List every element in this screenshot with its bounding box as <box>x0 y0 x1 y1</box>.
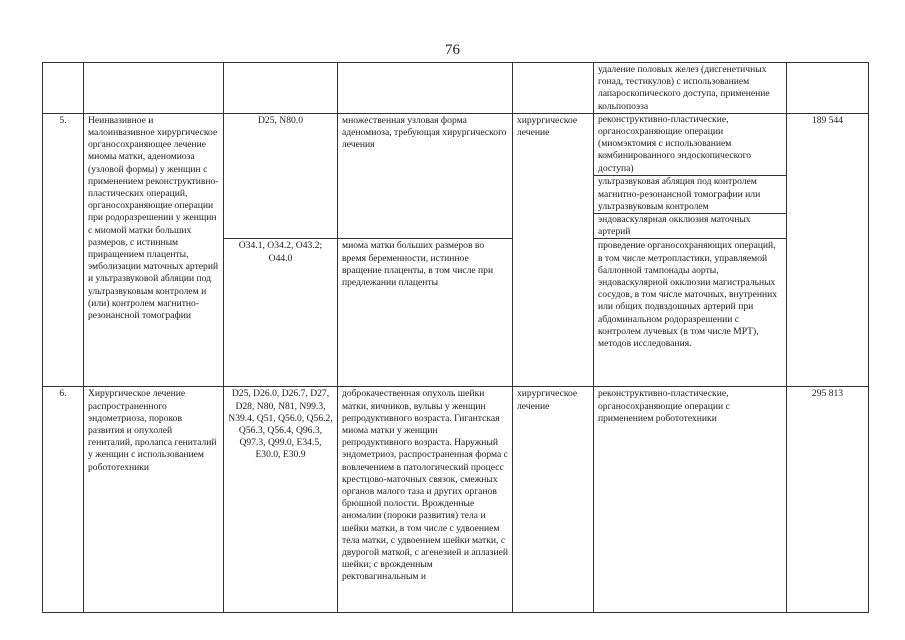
cell-num: 6. <box>43 387 84 613</box>
cell-model: миома матки больших размеров во время беременности, истинное вращение плаценты, в том числе при предлежании плаценты <box>338 239 513 387</box>
cell-name: Неинвазивное и малоинвазивное хирургическое органосохраняющее лечение миомы матки, аденомиоза (узловой формы) у женщин с применением реконструктивно-пластических операций, органосохраняющие операции при родоразрешении у женщин с миомой матки больших размеров, с истинным приращением плаценты, эмболизации маточных артерий и ультразвуковой абляции под ультразвуковым контролем и (или) контролем магнитно-резонансной томографии <box>84 113 224 387</box>
method-text: ультразвуковая абляция под контролем магнитно-резонансной томографии или ультразвуковым контролем <box>594 176 786 214</box>
cell-method: реконструктивно-пластические, органосохраняющие операции с применением робототехники <box>594 387 787 613</box>
cell-method: удаление половых желез (дисгенетичных гонад, тестикулов) с использованием лапароскопического доступа, применение кольпопоэза <box>594 63 787 114</box>
cell-num <box>43 63 84 114</box>
cell-model: множественная узловая форма аденомиоза, требующая хирургического лечения <box>338 113 513 239</box>
cell-num: 5. <box>43 113 84 387</box>
methods-subtable <box>594 114 786 239</box>
cell-name <box>84 63 224 114</box>
cell-name: Хирургическое лечение распространенного эндометриоза, пороков развития и опухолей гениталий, пролапса гениталий у женщин с использованием робототехники <box>84 387 224 613</box>
cell-type <box>513 63 594 114</box>
cell-code: D25, N80.0 <box>224 113 338 239</box>
table-row-6 <box>43 387 869 613</box>
cell-model: доброкачественная опухоль шейки матки, яичников, вульвы у женщин репродуктивного возраста. Гигантская миома матки у женщин репродуктивного возраста. Наружный эндометриоз, распространенная форма с вовлечением в патологический процесс крестцово-маточных связок, смежных органов малого таза и других органов брюшной полости. Врожденные аномалии (пороки развития) тела и шейки матки, в том числе с удвоением тела матки, с удвоением шейки матки, с двурогой маткой, с агенезией и аплазией шейки; с врожденным ректовагинальным и <box>338 387 513 613</box>
cell-type: хирургическое лечение <box>513 387 594 613</box>
cell-type: хирургическое лечение <box>513 113 594 387</box>
cell-code: O34.1, O34.2, O43.2; O44.0 <box>224 239 338 387</box>
treatment-table <box>42 62 869 613</box>
cell-code <box>224 63 338 114</box>
table-row-5a <box>43 113 869 239</box>
method-row <box>594 213 786 238</box>
cell-code: D25, D26.0, D26.7, D27, D28, N80, N81, N99.3, N39.4, Q51, Q56.0, Q56.2, Q56.3, Q56.4, Q96.3, Q97.3, Q99.0, E34.5, E30.0, E30.9 <box>224 387 338 613</box>
method-text: реконструктивно-пластические, органосохраняющие операции (миомэктомия с использованием комбинированного эндоскопического доступа) <box>594 114 786 176</box>
page-number: 76 <box>445 42 460 58</box>
method-row <box>594 114 786 176</box>
cell-methods <box>594 113 787 239</box>
method-text: эндоваскулярная окклюзия маточных артерий <box>598 213 751 238</box>
method-row <box>594 176 786 214</box>
cell-cost: 189 544 <box>787 113 869 387</box>
cell-model <box>338 63 513 114</box>
cell-method: проведение органосохраняющих операций, в том числе метропластики, управляемой баллонной тампонады аорты, эндоваскулярной окклюзии магистральных сосудов, в том числе маточных, внутренних или общих подвздошных артерий при абдоминальном родоразрешении с контролем лучевых (в том числе МРТ), методов исследования. <box>594 239 787 387</box>
cell-cost <box>787 63 869 114</box>
table-row-continuation <box>43 63 869 114</box>
cell-cost: 295 813 <box>787 387 869 613</box>
